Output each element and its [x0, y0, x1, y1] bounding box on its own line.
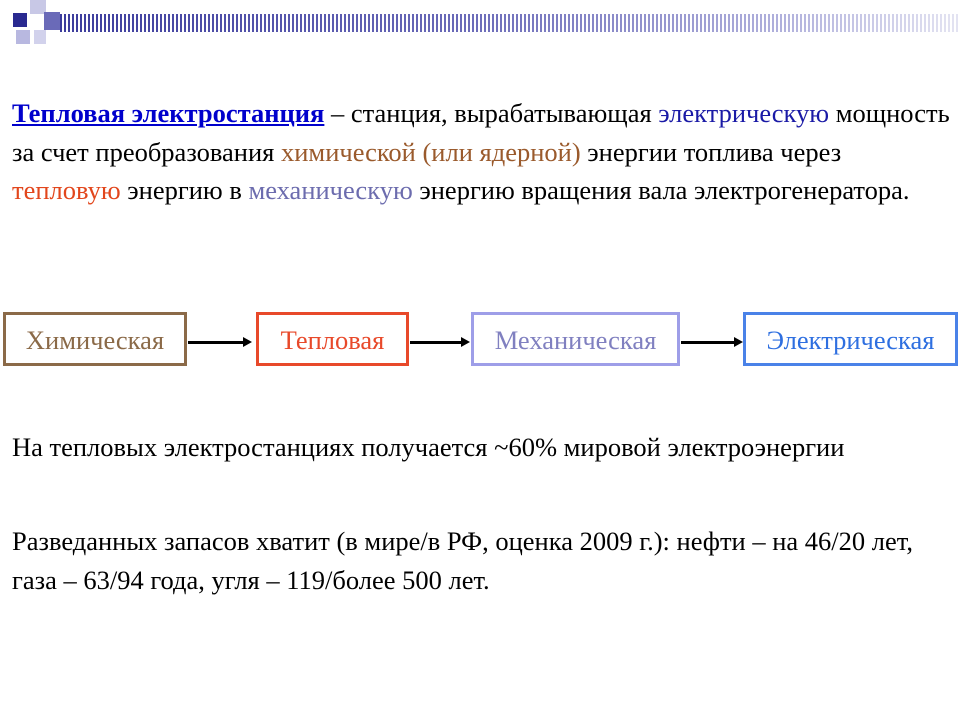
word-electric: электрическую [658, 98, 830, 128]
flow-box-electric: Электрическая [743, 312, 958, 366]
flow-arrow-3 [681, 341, 735, 344]
definition-text-1: – станция, вырабатывающая [324, 98, 659, 128]
flow-arrow-1 [188, 341, 244, 344]
fact-reserves-paragraph: Разведанных запасов хватит (в мире/в РФ, оценка 2009 г.): нефти – на 46/20 лет, газа – 63/94 года, угля – 119/более 500 лет. [12, 526, 913, 595]
word-mechanical: механическую [248, 175, 413, 205]
deco-gradient-band [60, 14, 960, 32]
definition-text-2: мощность за счет преобразования [12, 98, 950, 167]
word-thermal: тепловую [12, 175, 121, 205]
header-decoration [0, 0, 960, 60]
definition-text-3: энергии топлива через [580, 136, 842, 167]
word-chemical: химической (или ядерной) [281, 136, 581, 167]
flow-box-thermal: Тепловая [256, 312, 409, 366]
flow-arrow-2 [410, 341, 462, 344]
fact-share-paragraph: На тепловых электростанциях получается ~60% мировой электроэнергии [12, 432, 845, 462]
deco-square-dark [13, 13, 27, 27]
flow-box-chemical: Химическая [3, 312, 187, 366]
definition-paragraph [12, 94, 952, 210]
definition-text-4: энергию в [120, 175, 249, 205]
definition-text-5: энергию вращения вала электрогенератора. [412, 175, 910, 205]
definition-term: Тепловая электростанция [12, 98, 325, 128]
deco-square-pale-2 [34, 30, 46, 44]
deco-square-mid [44, 12, 60, 30]
energy-conversion-flow [0, 308, 960, 374]
deco-square-pale [16, 30, 30, 44]
flow-box-mechanical: Механическая [471, 312, 680, 366]
